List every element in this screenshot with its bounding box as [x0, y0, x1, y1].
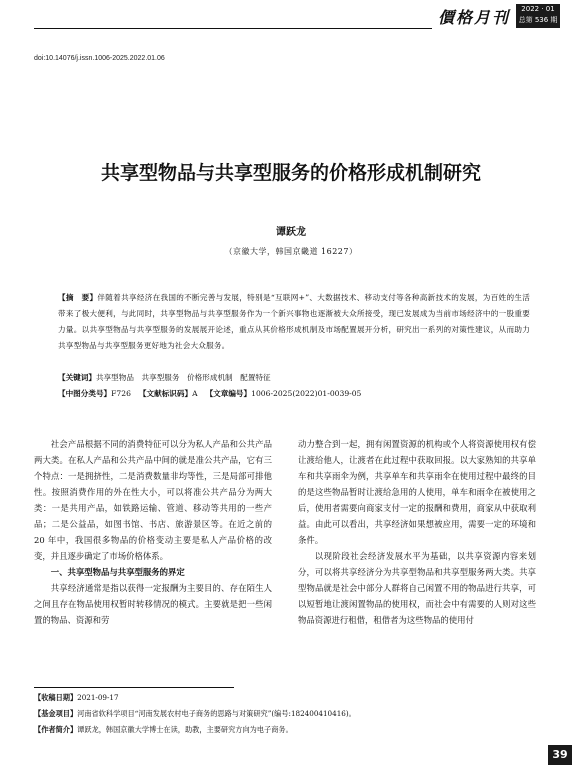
doi-text: doi:10.14076/j.issn.1006-2025.2022.01.06 [34, 55, 165, 62]
article-number-label: 【文章编号】 [205, 389, 252, 398]
keywords-text: 共享型物品 共享型服务 价格形成机制 配置特征 [95, 373, 271, 382]
received-label: 【收稿日期】 [34, 693, 78, 702]
issue-badge [516, 4, 560, 28]
doc-code-value: A [192, 389, 198, 398]
paragraph: 以现阶段社会经济发展水平为基础，以共享资源内容来划分，可以将共享经济分为共享型物品和共享型服务两大类。共享型物品就是社会中部分人群将自己闲置不用的物品进行共享，可以短暂地让渡闲置物品的使用权，而社会中有需要的人则对这些物品资源进行租借，租借者为这些物品的使用付 [298, 551, 536, 625]
paragraph: 动力整合到一起，拥有闲置资源的机构或个人将资源使用权有偿让渡给他人，让渡者在此过程中获取回报。以大家熟知的共享单车和共享雨伞为例，共享单车和共享雨伞在使用过程中最终的目的是这些物品暂时让渡给急用的人使用，单车和雨伞在被使用之后，使用者需要向商家支付一定的报酬和费用，商家从中获取利益。由此可以看出，共享经济如果想被应用，需要一定的环境和条件。 [298, 439, 536, 545]
issue-total: 总第 536 期 [518, 16, 558, 24]
section-heading: 一、共享型物品与共享型服务的界定 [50, 567, 185, 577]
header-rule [34, 28, 432, 29]
fund-value: 河南省软科学项目“河南发展农村电子商务的思路与对策研究”(编号:182400410416)。 [77, 709, 356, 718]
article-number-value: 1006-2025(2022)01-0039-05 [251, 389, 362, 398]
paragraph: 共享经济通常是指以获得一定报酬为主要目的、存在陌生人之间且存在物品使用权暂时转移情况的模式。主要就是把一些闲置的物品、资源和劳 [34, 583, 272, 625]
body-left-column [34, 436, 272, 628]
abstract [58, 290, 530, 354]
author-affiliation: （京徽大学，韩国京畿道 16227） [224, 247, 358, 256]
paragraph: 社会产品根据不同的消费特征可以分为私人产品和公共产品两大类。在私人产品和公共产品中间的就是准公共产品，它有三个特点：一是拥挤性，二是消费数量非均等性，三是局部可排他性。按照消费作用的外在性大小，可以将准公共产品分为两大类：一是共用产品，如铁路运输、管道、移动等共用的一些产品；二是公益品，如图书馆、书店、旅游景区等。在近之前的 20 年中，我国很多物品的价格变动主要是私人产品价格的改变，并且逐步确定了市场价格体系。 [34, 439, 272, 561]
received-value: 2021-09-17 [77, 693, 119, 702]
fund-label: 【基金项目】 [34, 709, 78, 718]
body-right-column [298, 436, 536, 628]
bio-value: 谭跃龙，韩国京徽大学博士在读，助教，主要研究方向为电子商务。 [77, 725, 293, 734]
clc-label: 【中图分类号】 [58, 389, 112, 398]
issue-year: 2022 · 01 [521, 5, 555, 13]
paper-title: 共享型物品与共享型服务的价格形成机制研究 [100, 162, 481, 184]
keywords-line [58, 370, 530, 386]
abstract-text: 伴随着共享经济在我国的不断完善与发展，特别是“互联网+”、大数据技术、移动支付等各种高新技术的发展，为百姓的生活带来了极大便利，与此同时，共享型物品与共享型服务作为一个新兴事物也逐渐被大众所接受，现已发展成为当前市场经济中的一股重要力量。以共享型物品与共享型服务的发展展开论述，重点从其价格形成机制及市场配置展开分析，研究出一系列的对策性建议，从而助力共享型物品与共享型服务更好地为社会大众服务。 [58, 293, 531, 350]
abstract-label: 【摘 要】 [58, 293, 98, 302]
page-number: 39 [548, 745, 572, 765]
keywords-label: 【关键词】 [58, 373, 96, 382]
bio-label: 【作者简介】 [34, 725, 78, 734]
doc-code-label: 【文献标识码】 [138, 389, 193, 398]
author-bio [34, 724, 554, 736]
footnote-rule [34, 687, 234, 688]
classification-line [58, 386, 530, 402]
author-name: 谭跃龙 [276, 227, 306, 238]
journal-logo: 價格月刊 [437, 7, 510, 27]
fund-project [34, 708, 554, 720]
clc-value: F726 [111, 389, 131, 398]
received-date [34, 692, 554, 704]
